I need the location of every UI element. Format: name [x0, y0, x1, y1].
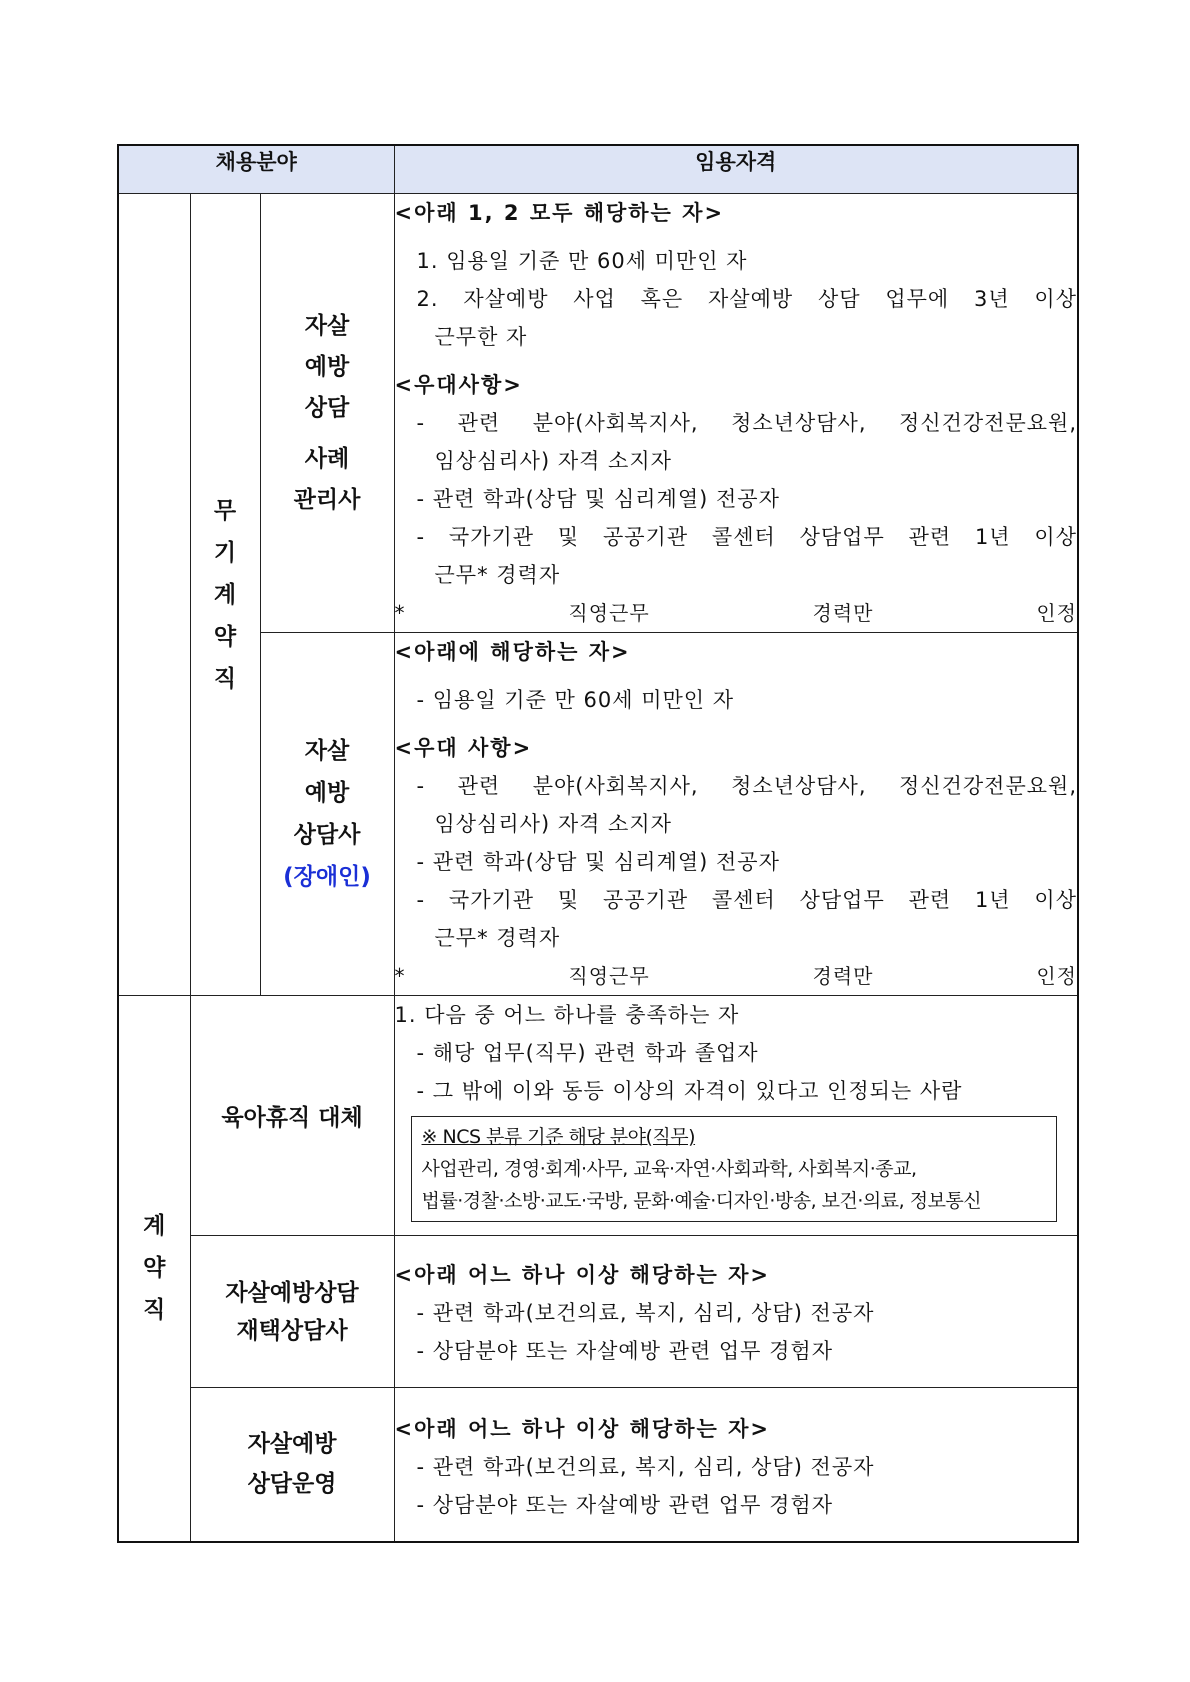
category-char: 약	[213, 623, 237, 650]
category-char: 직	[143, 1297, 166, 1324]
category-spacer	[118, 194, 190, 996]
category-char: 계	[143, 1213, 166, 1240]
qualification-case-manager: <아래 1, 2 모두 해당하는 자> 1. 임용일 기준 만 60세 미만인 자 2. 자살예방 사업 혹은 자살예방 상담 업무에 3년 이상 근무한 자 <우대사항> - 관련 분야(사회복지사, 청소년상담사, 정신건강전문요원, 임상심리사) 자격 소지자 - 관련 학과(상담 및 심리계열) 전공자 - 국가기관 및 공공기관 콜센터 상담업무 관련 1년 이상 근무* 경력자 * 직영근무 경력만 인정	[394, 194, 1078, 633]
category-char: 무	[213, 497, 237, 524]
category-char: 계	[213, 581, 237, 608]
qualification-counselor-disabled: <아래에 해당하는 자> - 임용일 기준 만 60세 미만인 자 <우대 사항> - 관련 분야(사회복지사, 청소년상담사, 정신건강전문요원, 임상심리사) 자격 소지자 - 관련 학과(상담 및 심리계열) 전공자 - 국가기관 및 공공기관 콜센터 상담업무 관련 1년 이상 근무* 경력자 * 직영근무 경력만 인정	[394, 633, 1078, 996]
header-field: 채용분야	[118, 145, 394, 194]
disabled-badge: (장애인)	[283, 864, 371, 890]
category-char: 기	[213, 539, 237, 566]
category-label	[119, 1205, 190, 1331]
category-permanent-contract	[190, 194, 260, 996]
category-label	[191, 490, 260, 700]
recruitment-table	[117, 144, 1079, 1543]
field-home-counselor: 자살예방상담 재택상담사	[190, 1236, 394, 1388]
qualification-home-counselor: <아래 어느 하나 이상 해당하는 자> - 관련 학과(보건의료, 복지, 심리, 상담) 전공자 - 상담분야 또는 자살예방 관련 업무 경험자	[394, 1236, 1078, 1388]
category-contract	[118, 996, 190, 1542]
ncs-classification-box: ※ NCS 분류 기준 해당 분야(직무) 사업관리, 경영·회계·사무, 교육·자연·사회과학, 사회복지·종교, 법률·경찰·소방·교도·국방, 문화·예술·디자인·방송, 보건·의료, 정보통신	[411, 1116, 1057, 1222]
field-suicide-prevention-case-manager: 자살 예방 상담 사례 관리사	[260, 194, 394, 633]
category-char: 직	[213, 665, 237, 692]
header-qualification: 임용자격	[394, 145, 1078, 194]
field-suicide-prevention-counselor-disabled: 자살 예방 상담사 (장애인)	[260, 633, 394, 996]
qualification-counseling-operations: <아래 어느 하나 이상 해당하는 자> - 관련 학과(보건의료, 복지, 심리, 상담) 전공자 - 상담분야 또는 자살예방 관련 업무 경험자	[394, 1388, 1078, 1542]
field-counseling-operations: 자살예방 상담운영	[190, 1388, 394, 1542]
field-parental-leave-substitute: 육아휴직 대체	[190, 996, 394, 1236]
qualification-parental-leave-substitute: 1. 다음 중 어느 하나를 충족하는 자 - 해당 업무(직무) 관련 학과 졸업자 - 그 밖에 이와 동등 이상의 자격이 있다고 인정되는 사람 ※ NCS 분류 기준 해당 분야(직무) 사업관리, 경영·회계·사무, 교육·자연·사회과학, 사회복지·종교, 법률·경찰·소방·교도·국방, 문화·예술·디자인·방송, 보건·의료, 정보통신	[394, 996, 1078, 1236]
category-char: 약	[143, 1255, 166, 1282]
